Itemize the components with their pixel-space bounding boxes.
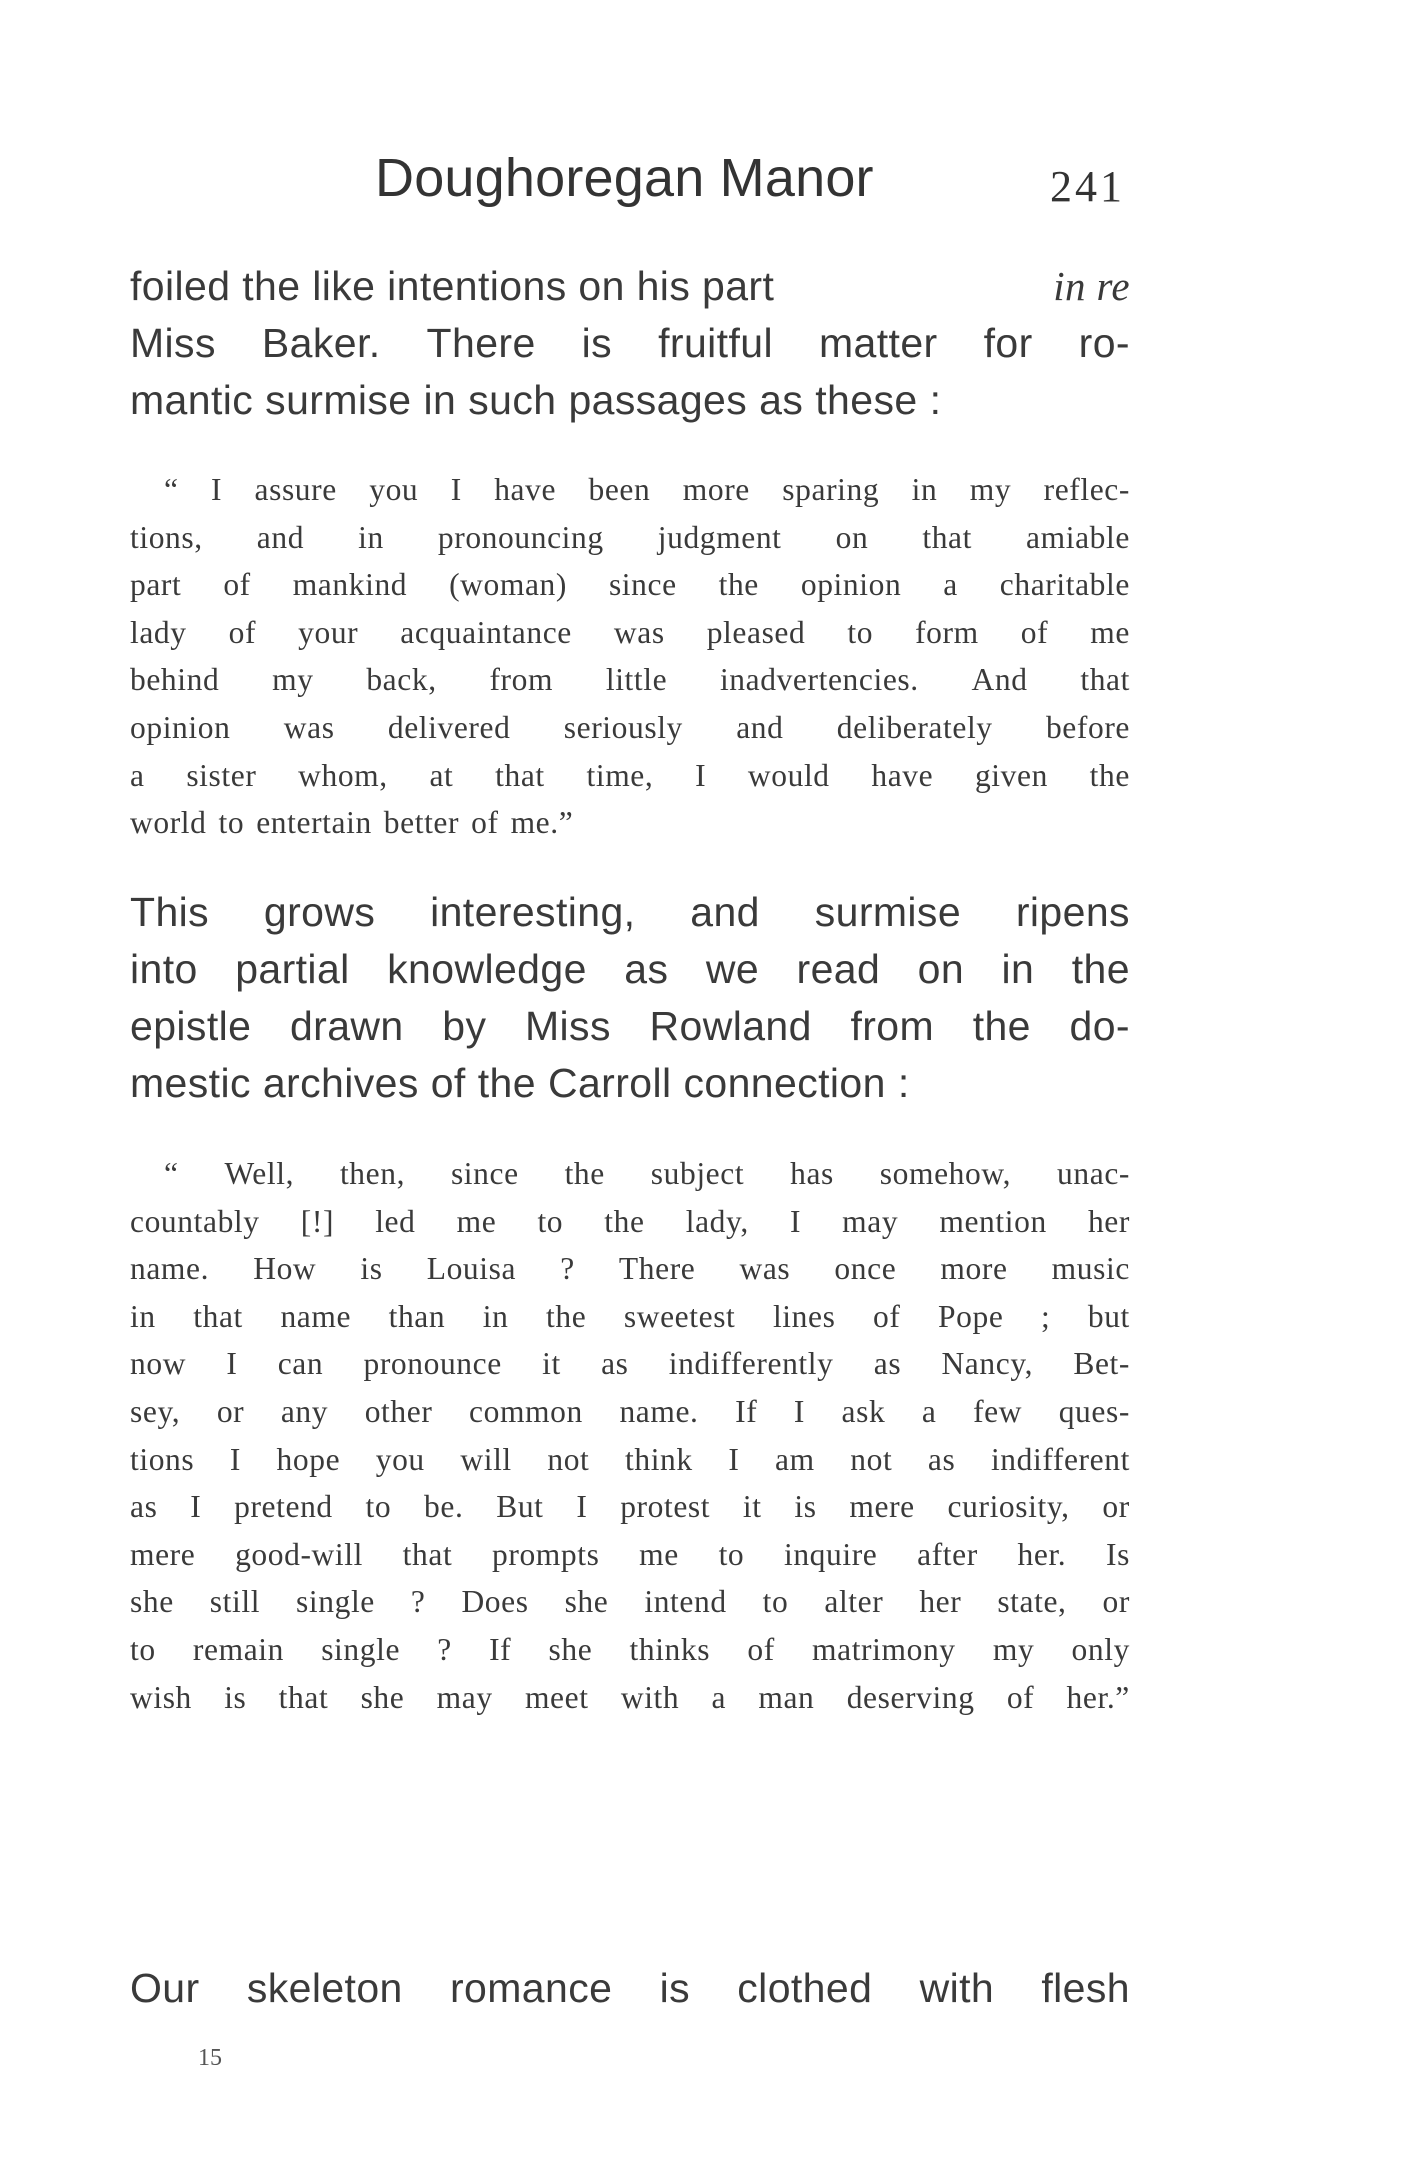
word: form [915,614,979,650]
word: inadvertencies. [719,662,919,698]
word: am [775,1441,815,1477]
word: me [1090,614,1130,650]
word: was [613,614,665,650]
quotation-2-line [130,1578,1130,1626]
word: she [360,1679,405,1715]
word: delivered [387,709,511,745]
word: grows [263,889,376,935]
word: romance [450,1965,613,2011]
paragraph-2-line [130,998,1130,1055]
word: to [537,1203,564,1239]
word: or [216,1393,245,1429]
word: Carroll [547,1060,672,1106]
word: I [190,1489,202,1525]
word: not [547,1441,590,1477]
word: more [682,472,750,507]
quotation-1-line [130,752,1130,800]
word: of [1020,614,1049,650]
word: acquaintance [400,614,572,650]
word: is [581,320,613,366]
word: a [921,1393,937,1429]
word: has [790,1156,834,1191]
word: is [794,1489,817,1525]
word: once [834,1251,897,1287]
word: pronounce [363,1346,502,1382]
word: Well, [224,1156,295,1191]
word: “ [164,472,179,507]
word: alter [824,1584,884,1620]
word: And [971,662,1028,698]
word: is [659,1965,691,2011]
word: mere [849,1489,915,1525]
word: my [272,662,314,698]
word: ; [1040,1298,1051,1334]
word: now [130,1346,187,1382]
word: charitable [999,567,1130,603]
word: mankind [292,567,408,603]
word: pretend [234,1489,333,1525]
word: to [762,1584,789,1620]
paragraph-2 [130,884,1130,1112]
word: to [718,1536,745,1572]
word: she [548,1631,593,1667]
word: or [1102,1584,1130,1620]
word: given [974,757,1048,793]
word: at [429,757,454,793]
word: that [402,1536,453,1572]
word: ro- [1078,320,1130,366]
word: name. [619,1393,699,1429]
word: more [940,1251,1008,1287]
paragraph-3-line [130,1960,1130,2017]
word: in [423,377,457,423]
word: the [564,1156,605,1191]
word: name. [130,1251,210,1287]
word: that [922,519,972,555]
word: me [639,1536,679,1572]
word: that [1080,662,1130,698]
word: can [277,1346,324,1382]
paragraph-2-line [130,941,1130,998]
word: as [927,1441,956,1477]
word: inquire [783,1536,878,1572]
word: seriously [563,709,683,745]
word: I [211,472,223,507]
word: me.” [510,805,574,841]
word: and [736,709,784,745]
word: curiosity, [947,1489,1070,1525]
word: partial [235,946,350,992]
word: state, [997,1584,1067,1620]
word: Louisa [426,1251,517,1287]
word: ques- [1058,1393,1130,1429]
word: would [747,757,830,793]
word: the [546,1298,587,1334]
word: world [130,805,207,841]
word: good-will [235,1536,363,1572]
word: fruitful [658,320,773,366]
word: [!] [300,1203,335,1239]
word: to [130,1631,156,1667]
word: surmise [265,377,412,423]
word: few [973,1393,1023,1429]
word: subject [650,1156,745,1191]
word: I [789,1203,802,1239]
word: unac- [1057,1156,1130,1191]
word: a [130,757,145,793]
quotation-1-line [130,561,1130,609]
word: of [873,1298,901,1334]
word: epistle [130,1003,252,1049]
page-number: 241 [1050,162,1125,211]
quotation-1-line [130,609,1130,657]
word: a [711,1679,727,1715]
word: knowledge [387,946,587,992]
word: Miss [130,320,216,366]
word: of [228,614,257,650]
quotation-1-line [130,656,1130,704]
word: archives [262,1060,419,1106]
word: and [256,519,305,555]
word: sey, [130,1393,181,1429]
word: or [1102,1489,1130,1525]
word: that [278,1679,329,1715]
word: the [604,1203,645,1239]
word: we [705,946,760,992]
word: clothed [737,1965,873,2011]
word: judgment [657,519,782,555]
word: pleased [706,614,806,650]
word: will [460,1441,512,1477]
word: was [283,709,335,745]
word: name [280,1298,352,1334]
word: led [375,1203,416,1239]
signature-mark: 15 [198,2045,222,2071]
paragraph-1-line-2 [130,315,1130,372]
word: mestic [130,1060,251,1106]
word: after [917,1536,978,1572]
word: : [929,377,942,423]
running-head-title: Doughoregan Manor [375,148,874,208]
paragraph-1-line-1 [130,258,1130,315]
word: her. [1017,1536,1067,1572]
word: for [983,320,1033,366]
word: in [358,519,384,555]
word: on [917,946,965,992]
word: from [850,1003,935,1049]
word: ? [560,1251,575,1287]
word: a [943,567,958,603]
word: Rowland [649,1003,812,1049]
word: and [690,889,760,935]
word: ask [841,1393,886,1429]
word: reflec- [1043,472,1130,507]
word: mention [939,1203,1047,1239]
word: still [209,1584,261,1620]
quotation-1-line [130,704,1130,752]
word: you [375,1441,425,1477]
word: of [223,567,251,603]
quotation-1 [130,466,1130,847]
word: by [442,1003,487,1049]
word: is [360,1251,383,1287]
word: that [495,757,545,793]
word: mere [130,1536,196,1572]
word: of [430,1060,466,1106]
word: your [298,614,359,650]
paragraph-1 [130,258,1130,429]
word: before [1045,709,1130,745]
word: read [796,946,881,992]
word: meet [524,1679,589,1715]
word: with [919,1965,995,2011]
word: entertain [256,805,372,841]
word: somehow, [879,1156,1012,1191]
word: pronouncing [437,519,604,555]
word: better [383,805,460,841]
word: since [608,567,677,603]
word: since [450,1156,519,1191]
paragraph-1-line-3 [130,372,1130,429]
paragraph-1-line-1-text: foiled the like intentions on his part [130,263,775,309]
word: But [496,1489,544,1525]
word: you [369,472,419,507]
word: protest [620,1489,711,1525]
word: common [469,1393,583,1429]
word: she [130,1584,174,1620]
word: into [130,946,198,992]
word: Our [130,1965,200,2011]
word: hope [276,1441,341,1477]
word: to [218,805,245,841]
word: How [253,1251,317,1287]
word: then, [339,1156,406,1191]
word: but [1087,1298,1130,1334]
word: think [625,1441,693,1477]
word: the [972,1003,1031,1049]
quotation-2-line [130,1626,1130,1674]
paragraph-2-line [130,1055,1130,1112]
word: surmise [814,889,962,935]
word: in [482,1298,509,1334]
word: deserving [846,1679,975,1715]
word: I [226,1346,238,1382]
quotation-1-line [130,514,1130,562]
word: (woman) [449,567,567,603]
word: my [992,1631,1035,1667]
word: There [426,320,536,366]
word: in [911,472,938,507]
word: as [624,946,669,992]
word: only [1071,1631,1130,1667]
word: mantic [130,377,254,423]
word: that [193,1298,243,1334]
word: music [1051,1251,1130,1287]
word: ? [437,1631,452,1667]
word: do- [1069,1003,1130,1049]
quotation-2-line [130,1245,1130,1293]
word: have [494,472,557,507]
quotation-1-line [130,466,1130,514]
word: man [758,1679,815,1715]
word: wish [130,1679,192,1715]
quotation-2-line [130,1150,1130,1198]
paragraph-2-line [130,884,1130,941]
quotation-2 [130,1150,1130,1721]
word: was [739,1251,791,1287]
word: her [1087,1203,1130,1239]
word: “ [164,1156,179,1191]
word: other [364,1393,433,1429]
word: indifferent [990,1441,1130,1477]
word: single [296,1584,375,1620]
quotation-1-line [130,799,1130,847]
word: Bet- [1073,1346,1130,1382]
word: be. [424,1489,464,1525]
word: the [477,1060,536,1106]
word: This [130,889,210,935]
word: these [815,377,918,423]
word: connection [683,1060,886,1106]
word: lady [130,614,187,650]
word: as [759,377,804,423]
word: deliberately [836,709,993,745]
word: from [489,662,554,698]
word: as [130,1489,158,1525]
word: with [620,1679,680,1715]
word: she [564,1584,609,1620]
word: ripens [1015,889,1130,935]
word: of [747,1631,775,1667]
word: as [873,1346,902,1382]
word: any [280,1393,329,1429]
word: I [728,1441,740,1477]
word: whom, [298,757,388,793]
word: I [450,472,462,507]
word: my [969,472,1012,507]
word: I [793,1393,805,1429]
word: tions [130,1441,195,1477]
word: There [618,1251,696,1287]
word: Pope [938,1298,1004,1334]
word: single [321,1631,401,1667]
word: Does [461,1584,529,1620]
quotation-2-line [130,1198,1130,1246]
word: such [468,377,557,423]
word: flesh [1041,1965,1130,2011]
word: tions, [130,519,203,555]
quotation-2-line [130,1531,1130,1579]
word: me [456,1203,497,1239]
word: opinion [130,709,231,745]
word: prompts [492,1536,600,1572]
word: thinks [629,1631,711,1667]
word: interesting, [430,889,636,935]
word: part [130,567,182,603]
quotation-2-line [130,1293,1130,1341]
word: skeleton [246,1965,403,2011]
word: amiable [1026,519,1130,555]
word: opinion [800,567,902,603]
word: of [1006,1679,1035,1715]
word: have [871,757,934,793]
paragraph-3 [130,1960,1130,2017]
word: her [919,1584,962,1620]
word: it [542,1346,561,1382]
word: countably [130,1203,260,1239]
word: Nancy, [941,1346,1034,1382]
word: sweetest [623,1298,736,1334]
quotation-2-line [130,1483,1130,1531]
word: If [489,1631,512,1667]
word: as [601,1346,629,1382]
word: indifferently [668,1346,834,1382]
word: lady, [685,1203,749,1239]
word: the [1089,757,1130,793]
word: I [695,757,707,793]
word: not [850,1441,893,1477]
word: assure [254,472,337,507]
word: sister [186,757,257,793]
word: of [471,805,499,841]
quotation-2-line [130,1674,1130,1722]
word: to [365,1489,392,1525]
word: If [735,1393,758,1429]
word: I [229,1441,241,1477]
word: remain [192,1631,284,1667]
word: her.” [1066,1679,1130,1715]
word: may [436,1679,493,1715]
word: may [842,1203,899,1239]
word: it [742,1489,762,1525]
quotation-2-line [130,1436,1130,1484]
word: Baker. [261,320,381,366]
word: is [224,1679,247,1715]
word: lines [772,1298,836,1334]
word: matrimony [812,1631,956,1667]
word: the [718,567,759,603]
word: time, [586,757,654,793]
word: than [388,1298,446,1334]
quotation-2-line [130,1388,1130,1436]
word: ? [410,1584,426,1620]
word: little [605,662,668,698]
word: back, [366,662,437,698]
quotation-2-line [130,1340,1130,1388]
word: I [576,1489,588,1525]
word: matter [818,320,938,366]
word: been [588,472,651,507]
word: passages [568,377,748,423]
word: in [1001,946,1035,992]
word: to [847,614,874,650]
word: drawn [289,1003,404,1049]
word: : [897,1060,910,1106]
word: Miss [524,1003,611,1049]
running-head [130,148,1130,218]
word: behind [130,662,220,698]
latin-phrase: in re [1053,263,1130,309]
word: Is [1105,1536,1130,1572]
word: sparing [782,472,880,507]
word: on [835,519,869,555]
word: in [130,1298,156,1334]
word: the [1071,946,1130,992]
word: intend [644,1584,727,1620]
